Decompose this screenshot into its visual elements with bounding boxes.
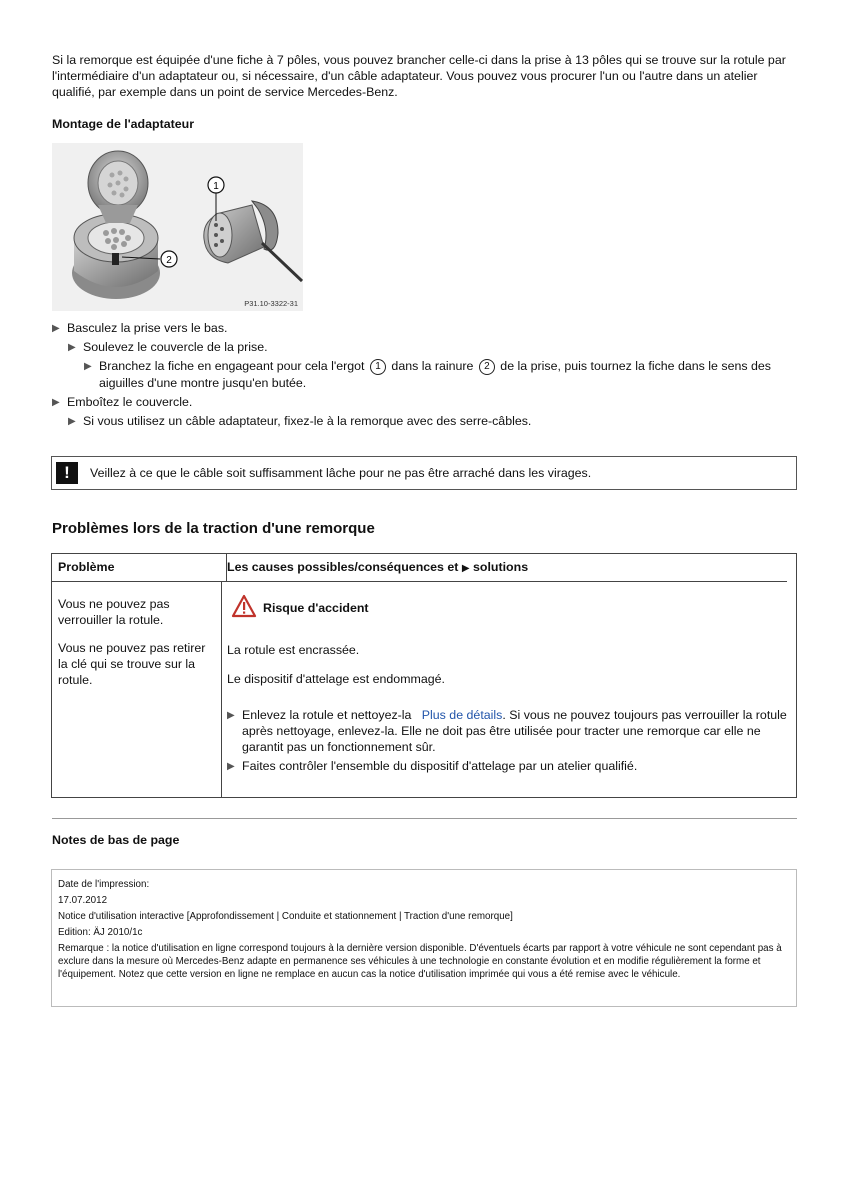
cause-text: Le dispositif d'attelage est endommagé. <box>227 672 445 686</box>
step-text: Soulevez le couvercle de la prise. <box>83 340 268 354</box>
risk-heading <box>227 596 787 624</box>
solution-text: Enlevez la rotule et nettoyez-la <box>242 708 412 722</box>
callout-2-icon: 2 <box>479 359 495 375</box>
adapter-figure <box>52 143 303 311</box>
footnotes-title: Notes de bas de page <box>52 833 180 847</box>
step-arrow-icon: ▶ <box>227 761 235 772</box>
print-date-label: Date de l'impression: <box>58 879 150 890</box>
footnotes-divider <box>52 818 797 819</box>
solution-text: Faites contrôler l'ensemble du dispositif d'attelage par un atelier qualifié. <box>242 759 638 773</box>
adapter-section-title: Montage de l'adaptateur <box>52 117 195 131</box>
intro-paragraph: Si la remorque est équipée d'une fiche à 7 pôles, vous pouvez brancher celle-ci dans la prise à 13 pôles qui se trouve sur la rotule par l'intermédiaire d'un adaptateur ou, si nécessaire, d'un câble adaptateur. Vous pouvez vous procurer l'un ou l'autre dans un atelier qualifié, par exemple dans un point de service Mercedes-Benz. <box>52 53 786 99</box>
warning-box <box>51 456 797 490</box>
step-text: dans la rainure <box>391 359 474 373</box>
step-item <box>52 394 797 410</box>
edition-text: Edition: ÄJ 2010/1c <box>58 927 143 938</box>
table-header-causes <box>227 554 787 582</box>
step-text: Si vous utilisez un câble adaptateur, fixez-le à la remorque avec des serre-câbles. <box>83 414 532 428</box>
table-header-causes-text: Les causes possibles/conséquences et <box>227 560 459 574</box>
step-arrow-icon: ▶ <box>52 323 60 334</box>
print-date: 17.07.2012 <box>58 895 108 906</box>
step-item <box>84 358 797 391</box>
step-arrow-icon: ▶ <box>84 361 92 372</box>
step-arrow-icon: ▶ <box>68 342 76 353</box>
step-item <box>68 339 797 355</box>
callout-1-icon: 1 <box>370 359 386 375</box>
solution-item <box>227 758 787 774</box>
step-text: Branchez la fiche en engageant pour cela l'ergot <box>99 359 365 373</box>
table-header-solutions-text: solutions <box>473 560 529 574</box>
figure-ref-code: P31.10-3322-31 <box>244 299 298 308</box>
solution-text: . Si vous ne pouvez toujours pas verrouiller la rotule après nettoyage, enlevez-la. Elle ne doit pas être utilisée pour tracter une remorque car elle ne garantit pas un fonctionnement sûr. <box>242 708 787 754</box>
table-header-problem: Problème <box>52 554 227 582</box>
callout-2-label: 2 <box>166 255 172 266</box>
causes-cell <box>227 596 787 777</box>
problem-text: Vous ne pouvez pas retirer la clé qui se trouve sur la rotule. <box>58 641 206 687</box>
step-arrow-icon: ▶ <box>52 397 60 408</box>
step-text: Basculez la prise vers le bas. <box>67 321 228 335</box>
problem-cell <box>58 596 208 700</box>
step-text: Emboîtez le couvercle. <box>67 395 193 409</box>
warning-triangle-icon <box>231 594 257 618</box>
cause-text: La rotule est encrassée. <box>227 643 360 657</box>
arrow-icon: ▶ <box>461 563 470 574</box>
problem-text: Vous ne pouvez pas verrouiller la rotule. <box>58 597 170 627</box>
step-text: de la prise, puis tournez la fiche dans le sens des aiguilles d'une montre jusqu'en butée. <box>99 359 771 390</box>
document-path: Notice d'utilisation interactive [Approfondissement | Conduite et stationnement | Traction d'une remorque] <box>58 911 513 922</box>
exclamation-icon: ! <box>56 462 78 484</box>
socket-illustration <box>52 143 303 311</box>
risk-label: Risque d'accident <box>263 601 369 615</box>
step-item <box>52 320 797 336</box>
step-item <box>68 413 797 429</box>
step-arrow-icon: ▶ <box>68 416 76 427</box>
problems-section-title: Problèmes lors de la traction d'une remorque <box>52 520 375 537</box>
instruction-steps <box>52 320 797 432</box>
warning-text: Veillez à ce que le câble soit suffisamment lâche pour ne pas être arraché dans les virages. <box>90 466 592 480</box>
more-details-link[interactable]: Plus de détails <box>421 708 503 722</box>
footnotes-box <box>51 869 797 1007</box>
problems-table <box>51 553 797 798</box>
remark-text: Remarque : la notice d'utilisation en ligne correspond toujours à la dernière version disponible. D'éventuels écarts par rapport à votre véhicule ne sont cependant pas à exclure dans la mesure où Mercedes-Benz adapte en permanence ses véhicules à une technologie en constante évolution et en modifie régulièrement la forme et l'équipement. Notez que cette version en ligne ne remplace en aucun cas la notice d'utilisation imprimée qui vous a été remise avec le véhicule. <box>58 943 782 980</box>
step-arrow-icon: ▶ <box>227 710 235 721</box>
callout-1-label: 1 <box>213 181 219 192</box>
solution-item <box>227 707 787 755</box>
column-divider <box>221 582 222 797</box>
